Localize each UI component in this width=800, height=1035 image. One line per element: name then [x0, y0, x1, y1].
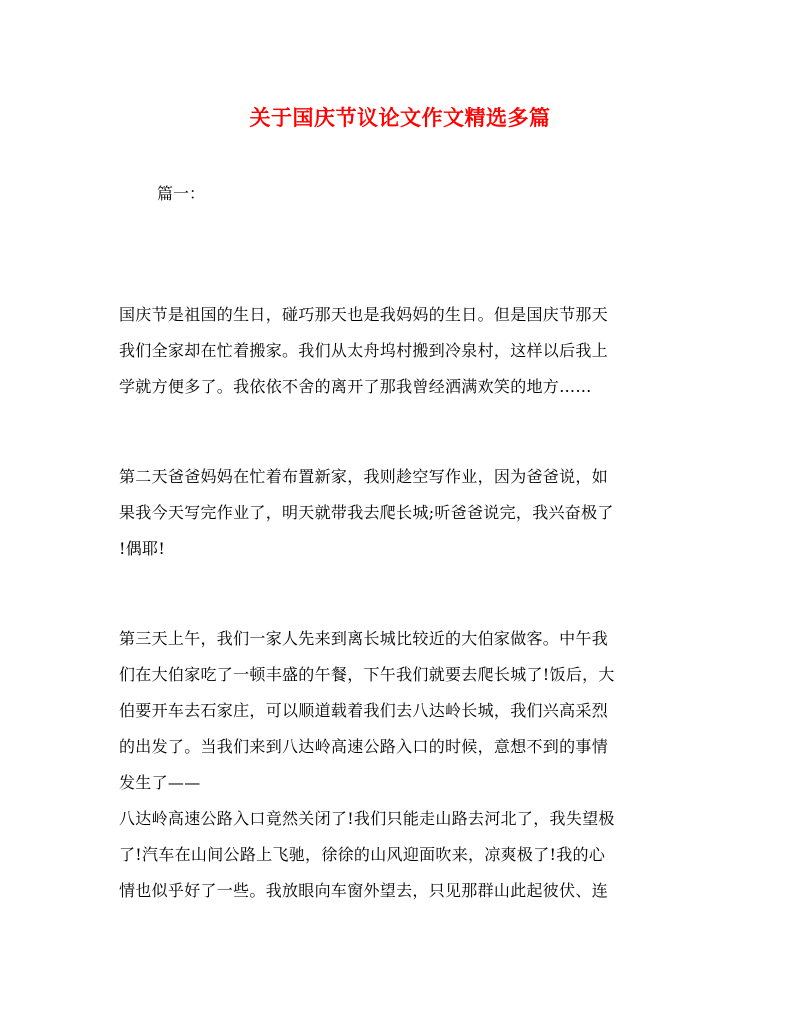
paragraph-line: 情也似乎好了一些。我放眼向车窗外望去，只见那群山此起彼伏、连	[119, 881, 609, 900]
paragraph-line: 们在大伯家吃了一顿丰盛的午餐，下午我们就要去爬长城了!饭后，大	[119, 665, 615, 684]
paragraph-line: 了!汽车在山间公路上飞驰，徐徐的山风迎面吹来，凉爽极了!我的心	[119, 845, 606, 864]
paragraph-line: 第二天爸爸妈妈在忙着布置新家，我则趁空写作业，因为爸爸说，如	[119, 467, 609, 486]
paragraph-line: 八达岭高速公路入口竟然关闭了!我们只能走山路去河北了，我失望极	[119, 809, 615, 828]
paragraph-line: !偶耶!	[119, 539, 166, 558]
paragraph-line: 我们全家却在忙着搬家。我们从太舟坞村搬到冷泉村，这样以后我上	[119, 341, 609, 360]
paragraph-line: 国庆节是祖国的生日，碰巧那天也是我妈妈的生日。但是国庆节那天	[119, 305, 609, 324]
paragraph-line: 果我今天写完作业了，明天就带我去爬长城;听爸爸说完，我兴奋极了	[119, 503, 614, 522]
paragraph-3	[119, 621, 679, 909]
paragraph-line: 的出发了。当我们来到八达岭高速公路入口的时候，意想不到的事情	[119, 737, 609, 756]
section-heading: 篇一：	[157, 184, 206, 203]
paragraph-line: 第三天上午，我们一家人先来到离长城比较近的大伯家做客。中午我	[119, 629, 609, 648]
paragraph-2	[119, 459, 679, 567]
paragraph-line: 学就方便多了。我依依不舍的离开了那我曾经洒满欢笑的地方……	[119, 377, 592, 396]
paragraph-1	[119, 297, 679, 405]
paragraph-line: 伯要开车去石家庄，可以顺道载着我们去八达岭长城，我们兴高采烈	[119, 701, 609, 720]
document-title: 关于国庆节议论文作文精选多篇	[249, 105, 551, 130]
paragraph-line: 发生了——	[119, 773, 201, 792]
